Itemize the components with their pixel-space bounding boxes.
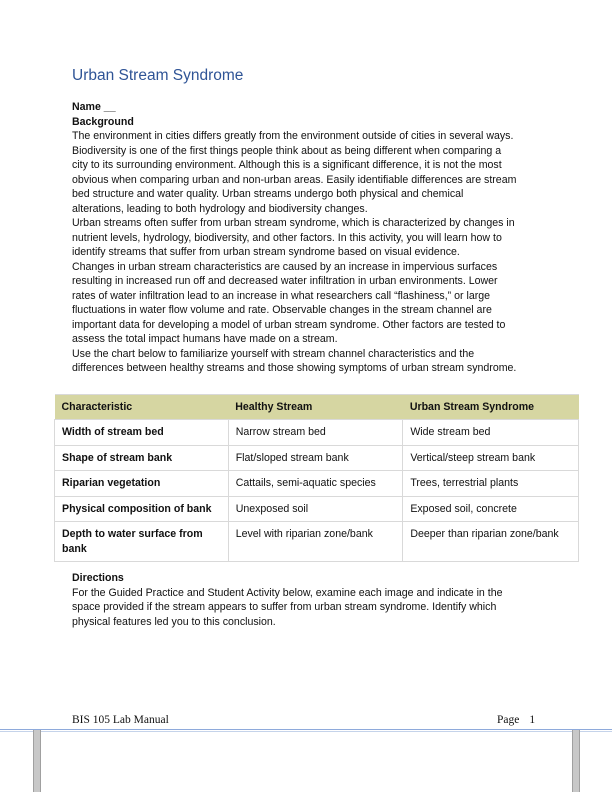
stream-characteristics-table [54,394,579,562]
table-cell-characteristic: Depth to water surface from bank [55,522,229,562]
table-cell-healthy: Narrow stream bed [228,420,403,446]
background-line: nutrient levels, hydrology, biodiversity, and other factors. In this activity, you will learn how to [72,231,502,244]
table-header-row [55,395,579,420]
table-cell-healthy: Unexposed soil [228,496,403,522]
background-line: rates of water infiltration lead to an increase in what researchers call “flashiness,” or large [72,289,491,302]
right-scroll-bar[interactable] [572,730,580,792]
table-row [55,522,579,562]
background-line: bed structure and water quality. Urban streams undergo both physical and chemical [72,188,464,200]
table-row [55,496,579,522]
background-line: resulting in increased run off and decreased water infiltration in urban environments. Lower [72,275,498,287]
background-line: Use the chart below to familiarize yourself with stream channel characteristics and the [72,347,475,360]
directions-line: physical features led you to this conclusion. [72,615,276,628]
background-section [72,100,544,376]
background-line: city to its surrounding environment. Although this is a significant difference, it is not the most [72,159,502,171]
directions-line: space provided if the stream appears to suffer from urban stream syndrome. Identify which [72,601,497,613]
table-row [55,471,579,497]
table-cell-characteristic: Shape of stream bank [55,445,229,471]
header-healthy-stream: Healthy Stream [228,395,403,420]
background-line: important data for developing a model of urban stream syndrome. Other factors are tested to [72,318,506,331]
document-title: Urban Stream Syndrome [72,67,244,84]
background-line: Biodiversity is one of the first things people think about as being different when comparing a [72,144,502,157]
name-label: Name __ [72,101,116,113]
table-cell-urban: Wide stream bed [403,420,579,446]
table-row [55,445,579,471]
footer-page-indicator [497,714,535,726]
table-row [55,420,579,446]
background-line: alterations, leading to both hydrology and biodiversity changes. [72,202,368,215]
table-cell-urban: Exposed soil, concrete [403,496,579,522]
table-cell-characteristic: Physical composition of bank [55,496,229,522]
left-scroll-bar[interactable] [33,730,41,792]
table-cell-urban: Vertical/steep stream bank [403,445,579,471]
background-line: identify streams that suffer from urban stream syndrome based on visual evidence. [72,246,460,258]
header-characteristic: Characteristic [55,395,229,420]
background-line: The environment in cities differs greatly from the environment outside of cities in several ways. [72,130,514,142]
table-cell-healthy: Cattails, semi-aquatic species [228,471,403,497]
table-cell-characteristic: Riparian vegetation [55,471,229,497]
background-line: Urban streams often suffer from urban stream syndrome, which is characterized by changes in [72,217,515,229]
directions-heading: Directions [72,572,124,584]
table-cell-urban: Trees, terrestrial plants [403,471,579,497]
footer-divider [0,729,612,730]
background-line: differences between healthy streams and those showing symptoms of urban stream syndrome. [72,362,517,374]
table-cell-healthy: Flat/sloped stream bank [228,445,403,471]
background-line: obvious when comparing urban and non-urban areas. Easily identifiable differences are stream [72,173,517,186]
table-cell-urban: Deeper than riparian zone/bank [403,522,579,562]
footer-page-number: 1 [529,714,536,726]
footer-page-label: Page [497,714,520,726]
background-line: assess the total impact humans have made on a stream. [72,333,338,345]
background-line: fluctuations in water flow volume and rate. Observable changes in the stream channel are [72,304,492,316]
header-urban-stream-syndrome: Urban Stream Syndrome [403,395,579,420]
background-line: Changes in urban stream characteristics are caused by an increase in impervious surfaces [72,260,498,273]
footer-divider-secondary [0,731,612,732]
background-heading: Background [72,115,134,128]
table-cell-characteristic: Width of stream bed [55,420,229,446]
table-cell-healthy: Level with riparian zone/bank [228,522,403,562]
directions-line: For the Guided Practice and Student Activity below, examine each image and indicate in the [72,586,503,599]
directions-section [72,571,542,629]
footer-manual-title: BIS 105 Lab Manual [72,714,169,726]
